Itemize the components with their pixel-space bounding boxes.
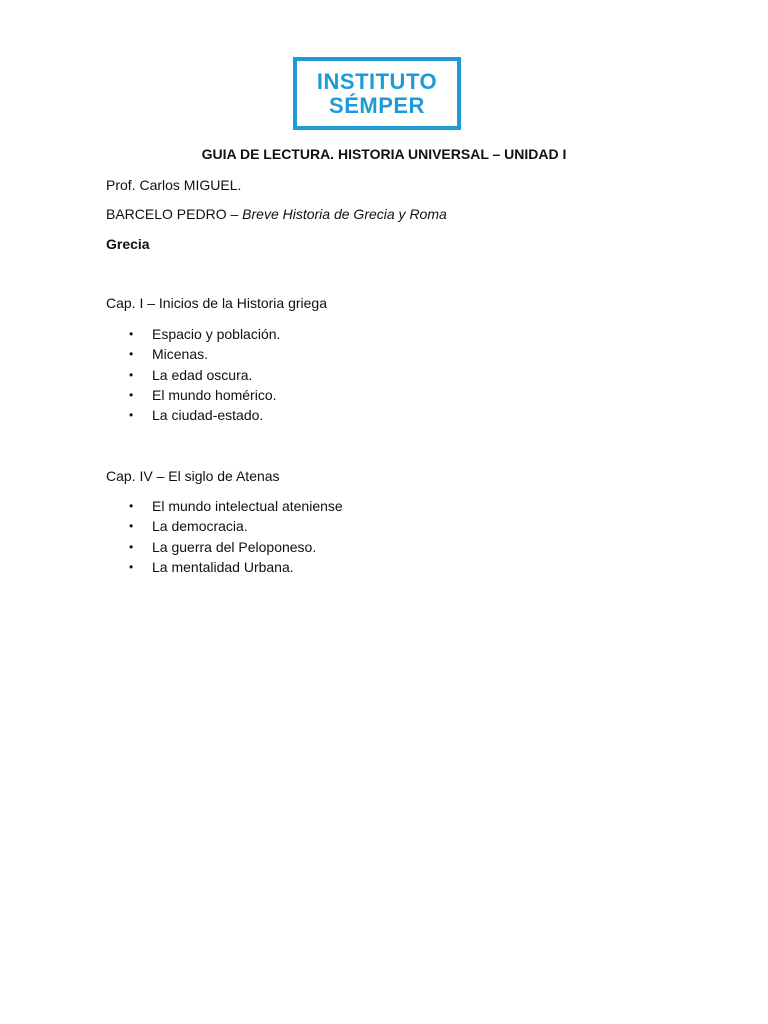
chapter-heading: Cap. IV – El siglo de Atenas — [106, 468, 280, 484]
bullet-icon: • — [129, 539, 134, 554]
chapter-heading: Cap. I – Inicios de la Historia griega — [106, 295, 327, 311]
list-item: • El mundo homérico. — [106, 385, 280, 405]
professor-line: Prof. Carlos MIGUEL. — [106, 177, 242, 193]
bullet-icon: • — [129, 327, 134, 341]
list-item: • La democracia. — [106, 516, 343, 536]
list-item: • Micenas. — [106, 344, 280, 364]
bullet-icon: • — [129, 519, 134, 534]
bullet-icon: • — [129, 499, 134, 513]
list-item: • La ciudad-estado. — [106, 405, 280, 425]
book-reference — [106, 206, 447, 222]
institute-logo — [293, 57, 461, 130]
bullet-icon: • — [129, 367, 134, 382]
chapter-topic-list — [106, 324, 280, 425]
book-title: Breve Historia de Grecia y Roma — [242, 206, 447, 222]
list-item: • Espacio y población. — [106, 324, 280, 344]
book-author: BARCELO PEDRO – — [106, 206, 243, 222]
logo-text-line-2: SÉMPER — [329, 92, 425, 118]
list-item: • La guerra del Peloponeso. — [106, 537, 343, 557]
section-heading: Grecia — [106, 236, 150, 252]
bullet-icon: • — [129, 347, 134, 362]
bullet-icon: • — [129, 387, 134, 402]
logo-text-line-1: INSTITUTO — [316, 68, 438, 94]
document-title: GUIA DE LECTURA. HISTORIA UNIVERSAL – UNIDAD I — [201, 146, 567, 162]
chapter-topic-list — [106, 496, 343, 577]
list-item: • El mundo intelectual ateniense — [106, 496, 343, 516]
list-item: • La edad oscura. — [106, 365, 280, 385]
list-item: • La mentalidad Urbana. — [106, 557, 343, 577]
bullet-icon: • — [129, 559, 134, 574]
bullet-icon: • — [129, 408, 134, 423]
